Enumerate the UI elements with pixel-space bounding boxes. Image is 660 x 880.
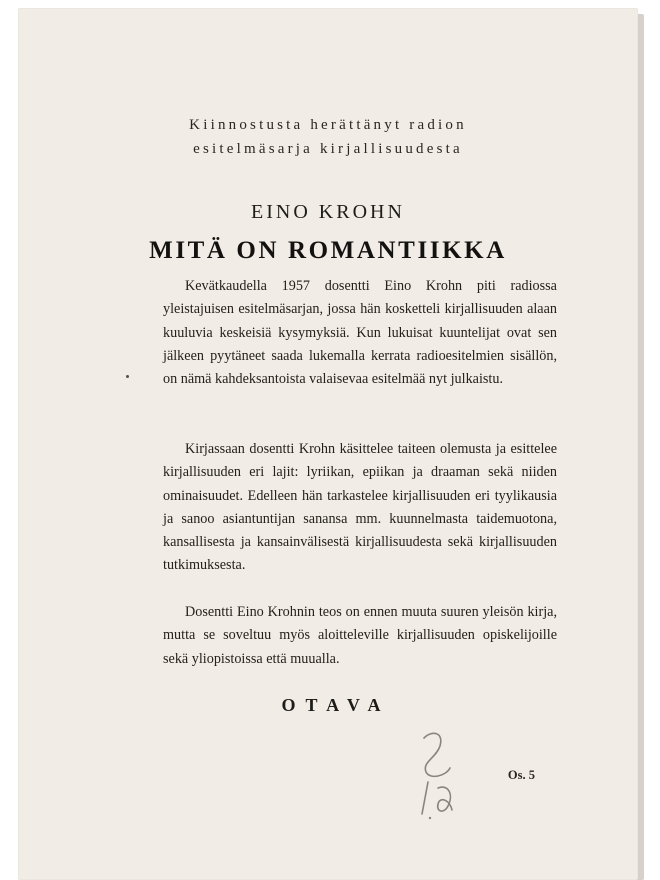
tagline-line-2: esitelmäsarja kirjallisuudesta <box>193 141 463 157</box>
book-back-cover <box>18 8 638 880</box>
description-paragraph-3: Dosentti Eino Krohnin teos on ennen muuta suuren yleisön kirja, mutta se soveltuu myös aloitteleville kirjallisuuden opiskelijoille sekä yliopistoissa että muualla. <box>163 604 557 667</box>
paper-speck <box>126 375 129 378</box>
series-code: Os. 5 <box>507 768 535 782</box>
author-name: EINO KROHN <box>251 201 405 223</box>
book-title: MITÄ ON ROMANTIIKKA <box>149 237 507 264</box>
description-paragraph-2: Kirjassaan dosentti Krohn käsittelee taiteen olemusta ja esittelee kirjallisuuden eri lajit: lyriikan, epiikan ja draaman sekä niiden ominaisuudet. Edelleen hän tarkastelee kirjallisuuden eri tyylikausia ja sanoo asiantuntijan sanansa mm. kuunnelmasta taidemuotona, kansallisesta ja kansainvälisestä kirjallisuudesta sekä kirjallisuuden tutkimuksesta. <box>163 441 557 574</box>
tagline-line-1: Kiinnostusta herättänyt radion <box>189 117 467 133</box>
pencil-price-mark <box>410 718 470 838</box>
description-paragraph-1: Kevätkaudella 1957 dosentti Eino Krohn piti radiossa yleistajuisen esitelmäsarjan, jossa hän kosketteli kirjallisuuden alaan kuuluvia keskeisiä kysymyksiä. Kun lukuisat kuuntelijat ovat sen jälkeen pyytäneet saada lukemalla kerrata radioesitelmien sisällön, on nämä kahdeksantoista valaisevaa esitelmää nyt julkaistu. <box>163 278 557 388</box>
publisher-name: OTAVA <box>281 695 391 715</box>
